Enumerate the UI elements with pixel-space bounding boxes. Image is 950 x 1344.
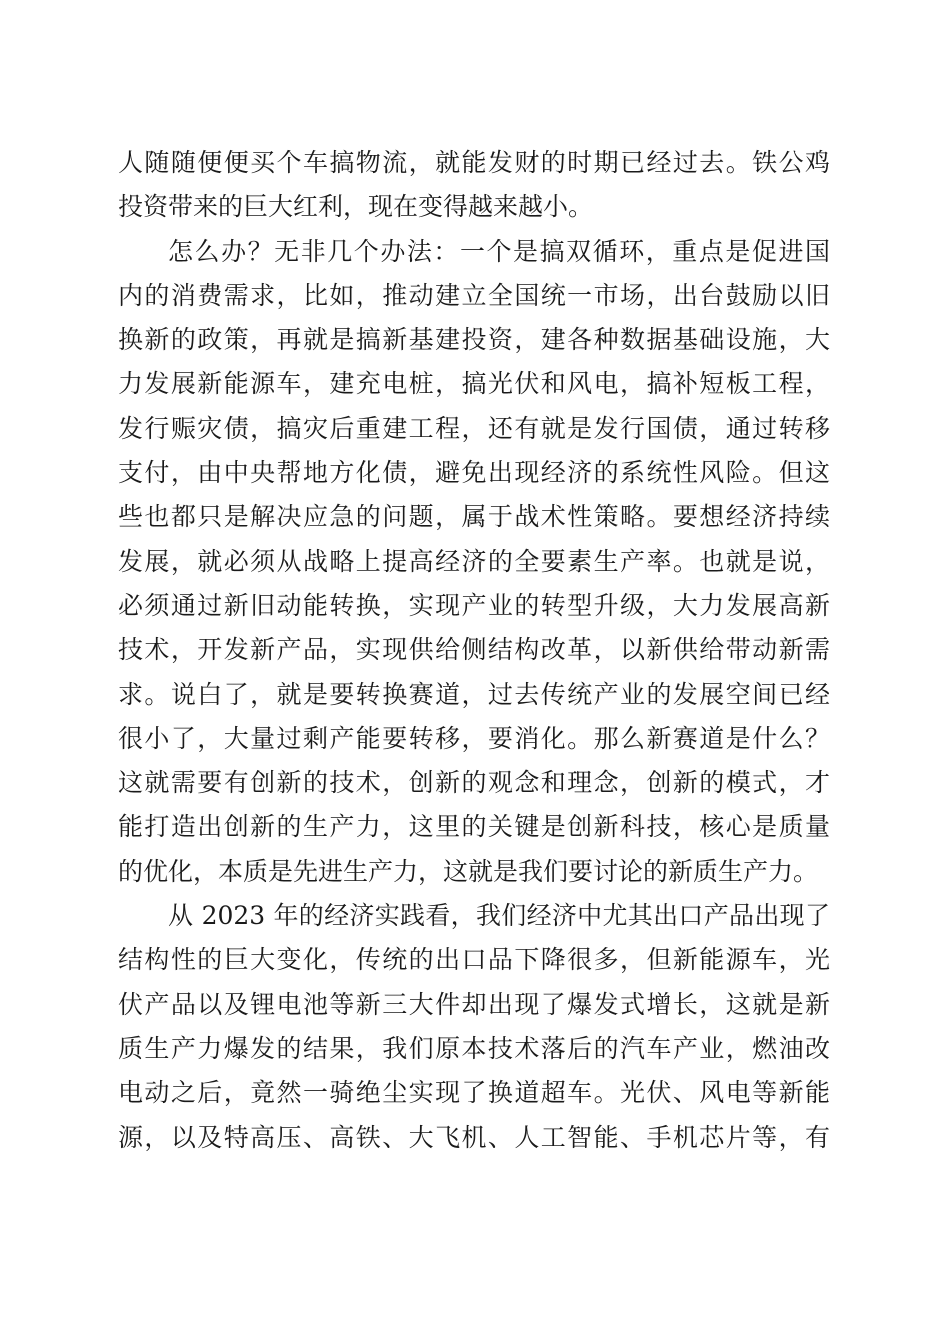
text-line: 支付，由中央帮地方化债，避免出现经济的系统性风险。但这 — [118, 458, 830, 488]
text-line: 伏产品以及锂电池等新三大件却出现了爆发式增长，这就是新 — [118, 989, 830, 1019]
text-line: 些也都只是解决应急的问题，属于战术性策略。要想经济持续 — [118, 502, 830, 532]
text-line: 人随随便便买个车搞物流，就能发财的时期已经过去。铁公鸡 — [118, 148, 830, 177]
text-line: 发展，就必须从战略上提高经济的全要素生产率。也就是说， — [118, 546, 830, 576]
text-line: 求。说白了，就是要转换赛道，过去传统产业的发展空间已经 — [118, 679, 830, 709]
text-line: 很小了，大量过剩产能要转移，要消化。那么新赛道是什么？ — [118, 723, 830, 753]
text-line: 电动之后，竟然一骑绝尘实现了换道超车。光伏、风电等新能 — [118, 1078, 830, 1108]
text-line: 质生产力爆发的结果，我们原本技术落后的汽车产业，燃油改 — [118, 1033, 830, 1063]
text-line: 怎么办？无非几个办法：一个是搞双循环，重点是促进国 — [168, 236, 830, 266]
text-line: 能打造出创新的生产力，这里的关键是创新科技，核心是质量 — [118, 812, 830, 842]
text-line: 发行赈灾债，搞灾后重建工程，还有就是发行国债，通过转移 — [118, 413, 830, 443]
text-line: 力发展新能源车，建充电桩，搞光伏和风电，搞补短板工程， — [118, 369, 830, 399]
text-line: 内的消费需求，比如，推动建立全国统一市场，出台鼓励以旧 — [118, 280, 830, 310]
text-line: 这就需要有创新的技术，创新的观念和理念，创新的模式，才 — [118, 768, 830, 798]
body-text — [118, 141, 830, 1160]
text-line: 源，以及特高压、高铁、大飞机、人工智能、手机芯片等，有 — [118, 1122, 830, 1152]
text-line: 必须通过新旧动能转换，实现产业的转型升级，大力发展高新 — [118, 590, 830, 620]
text-line: 投资带来的巨大红利，现在变得越来越小。 — [118, 192, 594, 222]
text-line: 从 2023 年的经济实践看，我们经济中尤其出口产品出现了 — [168, 901, 830, 931]
text-line: 的优化，本质是先进生产力，这就是我们要讨论的新质生产力。 — [118, 856, 819, 886]
text-line: 结构性的巨大变化，传统的出口品下降很多，但新能源车，光 — [118, 945, 830, 975]
text-line: 技术，开发新产品，实现供给侧结构改革，以新供给带动新需 — [118, 635, 830, 665]
text-line: 换新的政策，再就是搞新基建投资，建各种数据基础设施，大 — [118, 325, 830, 355]
